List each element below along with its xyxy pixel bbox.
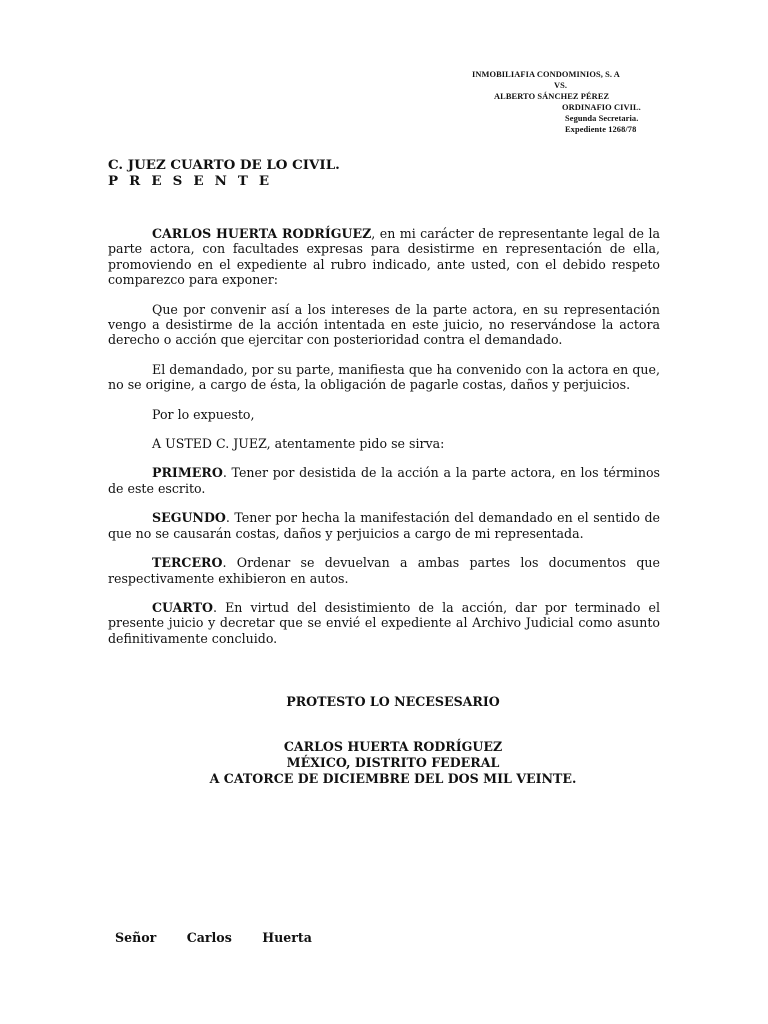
signature-block — [108, 739, 678, 787]
case-file-number: Expediente 1268/78 — [565, 125, 637, 134]
judge-title: C. JUEZ CUARTO DE LO CIVIL. — [108, 157, 340, 173]
signature-place: MÉXICO, DISTRITO FEDERAL — [286, 755, 500, 770]
signer-word: Señor — [115, 930, 157, 945]
addressee — [108, 157, 340, 189]
tercero-label: TERCERO — [152, 555, 223, 571]
cuarto-text: . En virtud del desistimiento de la acción, dar por terminado el presente juicio y decretar que se envié el expediente al Archivo Judicial como asunto definitivamente concluido. — [108, 599, 660, 646]
case-versus: VS. — [554, 81, 568, 90]
intro-name: CARLOS HUERTA RODRÍGUEZ — [152, 226, 372, 241]
segundo-text: . Tener por hecha la manifestación del demandado en el sentido de que no se causarán costas, daños y perjuicios a cargo de mi representada. — [108, 510, 660, 541]
paragraph-desistimiento: Que por convenir así a los intereses de la parte actora, en su representación vengo a desistirme de la acción intentada en este juicio, no reservándose la actora derecho o acción que ejercitar con posterioridad contra el demandado. — [108, 301, 660, 348]
primero-label: PRIMERO — [152, 465, 223, 481]
intro-paragraph — [108, 226, 660, 288]
signer-word: Carlos — [186, 930, 232, 945]
case-plaintiff: INMOBILIAFIA CONDOMINIOS, S. A — [472, 70, 620, 79]
petition-tercero — [108, 555, 660, 586]
segundo-label: SEGUNDO — [152, 510, 226, 526]
signature-name: CARLOS HUERTA RODRÍGUEZ — [283, 739, 503, 754]
case-defendant: ALBERTO SÁNCHEZ PÉREZ — [494, 92, 610, 101]
petition-cuarto — [108, 600, 660, 646]
petition-primero — [108, 465, 660, 496]
petition-segundo — [108, 510, 660, 541]
cuarto-label: CUARTO — [152, 599, 213, 615]
case-secretary: Segunda Secretaria. — [565, 114, 639, 123]
signer-row — [115, 930, 338, 945]
primero-text: . Tener por desistida de la acción a la parte actora, en los términos de este escrito. — [108, 465, 660, 496]
protesto-line: PROTESTO LO NECESESARIO — [286, 694, 500, 709]
signature-date: A CATORCE DE DICIEMBRE DEL DOS MIL VEINTE. — [209, 771, 577, 786]
case-type: ORDINAFIO CIVIL. — [562, 103, 641, 112]
paragraph-peticion: A USTED C. JUEZ, atentamente pido se sirva: — [152, 436, 445, 452]
paragraph-demandado: El demandado, por su parte, manifiesta que ha convenido con la actora en que, no se origine, a cargo de ésta, la obligación de pagarle costas, daños y perjuicios. — [108, 361, 660, 393]
signer-word: Huerta — [262, 930, 312, 945]
case-header — [450, 69, 660, 135]
intro-text: , en mi carácter de representante legal de la parte actora, con facultades expresas para desistirme en representación de ella, promoviendo en el expediente al rubro indicado, ante usted, con el debido respeto comparezco para exponer: — [108, 226, 660, 288]
tercero-text: . Ordenar se devuelvan a ambas partes los documentos que respectivamente exhibieron en autos. — [108, 555, 660, 586]
document-body — [108, 226, 660, 660]
paragraph-expuesto: Por lo expuesto, — [152, 406, 255, 422]
presente-label: P R E S E N T E — [108, 173, 273, 189]
